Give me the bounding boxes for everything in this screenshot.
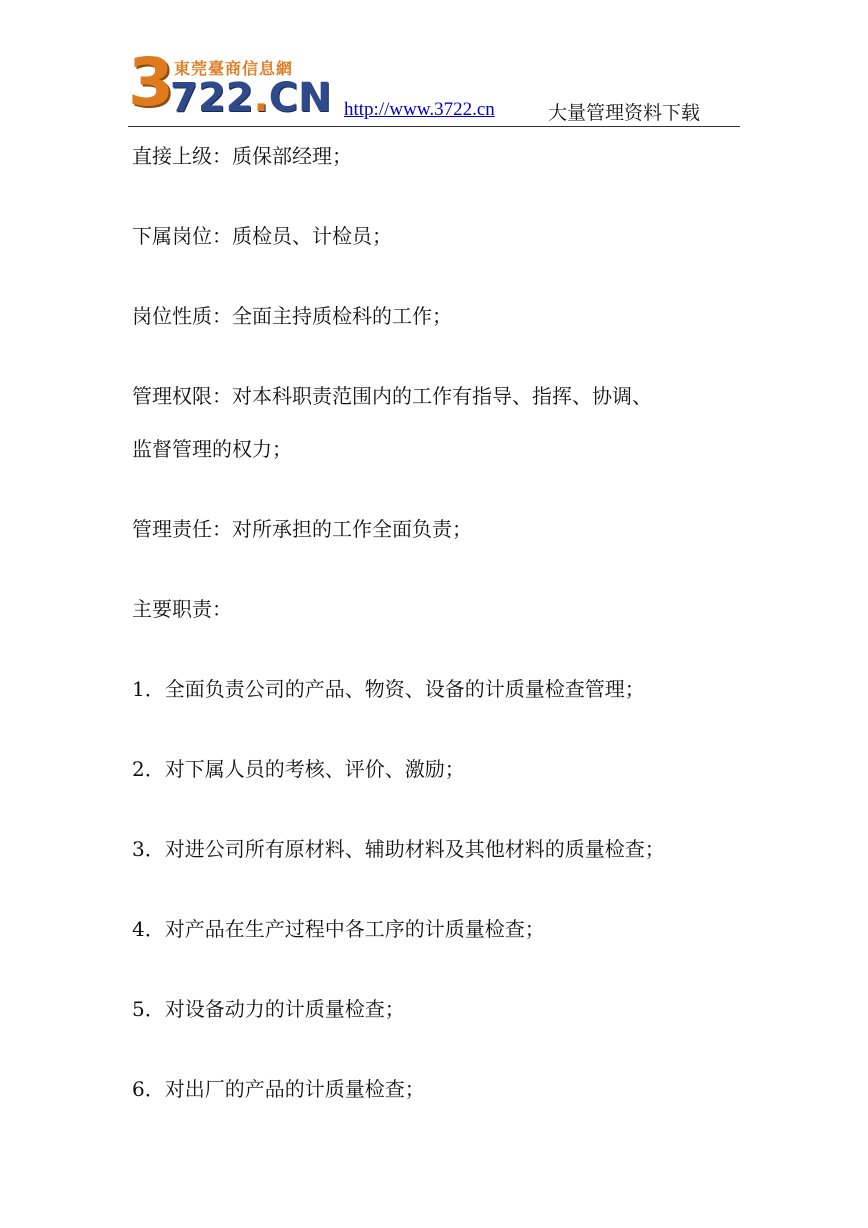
line-responsibility: 管理责任：对所承担的工作全面负责； — [132, 517, 472, 541]
logo-domain-tld: CN — [268, 75, 332, 121]
line-authority: 管理权限：对本科职责范围内的工作有指导、指挥、协调、 — [132, 384, 652, 408]
line-supervisor: 直接上级：质保部经理； — [132, 144, 352, 168]
header-tagline: 大量管理资料下载 — [548, 102, 701, 124]
logo-domain-dot: . — [253, 75, 269, 121]
line-duties-heading: 主要职责： — [132, 597, 232, 621]
document-body — [132, 136, 752, 1109]
header-divider — [128, 126, 740, 127]
line-authority-cont: 监督管理的权力； — [132, 437, 292, 461]
duty-item-1: 1．全面负责公司的产品、物资、设备的计质量检查管理； — [132, 677, 645, 701]
line-subordinates: 下属岗位：质检员、计检员； — [132, 224, 392, 248]
duty-item-2: 2．对下属人员的考核、评价、激励； — [132, 757, 465, 781]
site-url-link[interactable]: http://www.3722.cn — [344, 99, 495, 120]
duty-item-5: 5．对设备动力的计质量检查； — [132, 997, 405, 1021]
duty-item-4: 4．对产品在生产过程中各工序的计质量检查； — [132, 917, 545, 941]
logo-domain-main: 722 — [170, 75, 254, 121]
line-position-nature: 岗位性质：全面主持质检科的工作； — [132, 304, 452, 328]
duty-item-3: 3．对进公司所有原材料、辅助材料及其他材料的质量检查； — [132, 837, 665, 861]
logo-tagline: 東莞臺商信息網 — [174, 59, 294, 78]
page-header — [128, 44, 740, 128]
duty-item-6: 6．对出厂的产品的计质量检查； — [132, 1077, 425, 1101]
logo-big-digit: 3 — [128, 44, 174, 121]
logo-domain — [170, 76, 332, 120]
site-logo[interactable] — [128, 44, 332, 122]
